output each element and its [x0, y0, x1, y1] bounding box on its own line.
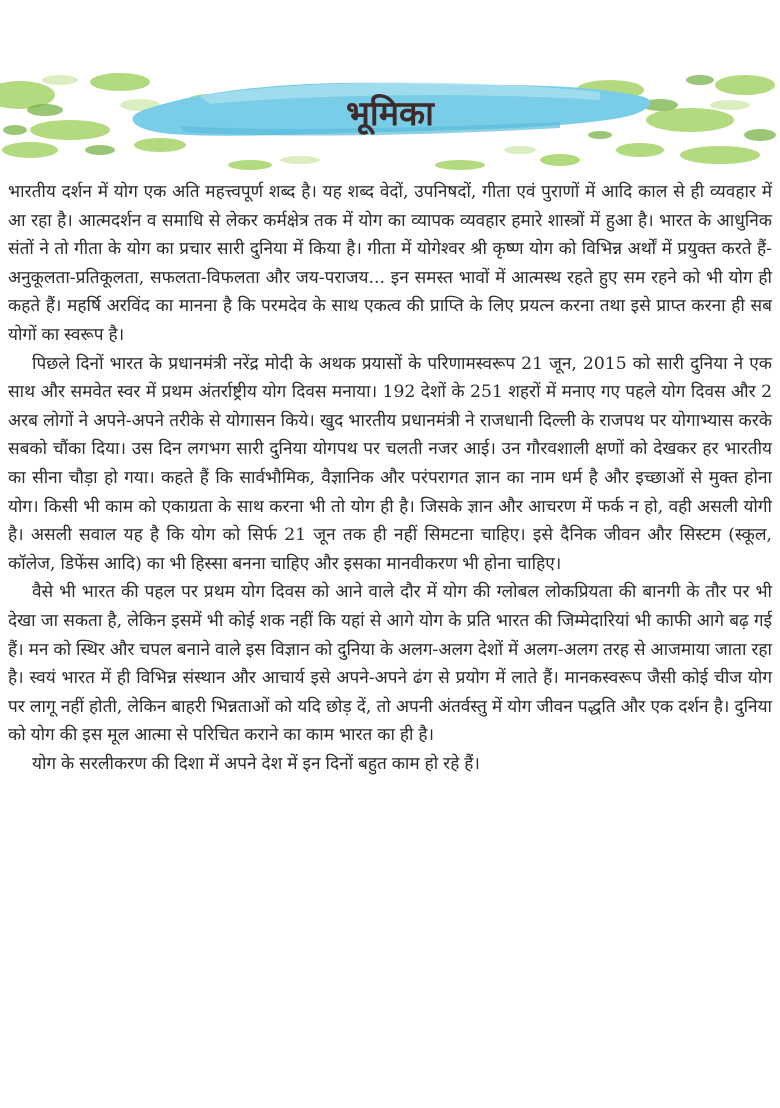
paragraph-3: वैसे भी भारत की पहल पर प्रथम योग दिवस को आने वाले दौर में योग की ग्लोबल लोकप्रियता की बानगी के तौर पर भी देखा जा सकता है, लेकिन इसमें भी कोई शक नहीं कि यहां से आगे योग के प्रति भारत की जिम्मेदारियां भी काफी आगे बढ़ गई हैं। मन को स्थिर और चपल बनाने वाले इस विज्ञान को दुनिया के अलग-अलग देशों में अलग-अलग तरह से आजमाया जाता रहा है। स्वयं भारत में ही विभिन्न संस्थान और आचार्य इसे अपने-अपने ढंग से प्रयोग में लाते हैं। मानकस्वरूप जैसी कोई चीज योग पर लागू नहीं होती, लेकिन बाहरी भिन्नताओं को यदि छोड़ दें, तो अपनी अंतर्वस्तु में योग जीवन पद्धति और एक दर्शन है। दुनिया को योग की इस मूल आत्मा से परिचित कराने का काम भारत का ही है। [8, 582, 772, 746]
paragraph-2: पिछले दिनों भारत के प्रधानमंत्री नरेंद्र मोदी के अथक प्रयासों के परिणामस्वरूप 21 जून, 2015 को सारी दुनिया ने एक साथ और समवेत स्वर में प्रथम अंतर्राष्ट्रीय योग दिवस मनाया। 192 देशों के 251 शहरों में मनाए गए पहले योग दिवस और 2 अरब लोगों ने अपने-अपने तरीके से योगासन किये। खुद भारतीय प्रधानमंत्री ने राजधानी दिल्ली के राजपथ पर योगाभ्यास करके सबको चौंका दिया। उस दिन लगभग सारी दुनिया योगपथ पर चलती नजर आई। उन गौरवशाली क्षणों को देखकर हर भारतीय का सीना चौड़ा हो गया। कहते हैं कि सार्वभौमिक, वैज्ञानिक और परंपरागत ज्ञान का नाम धर्म है और इच्छाओं से मुक्त होना योग। किसी भी काम को एकाग्रता के साथ करना भी तो योग ही है। जिसके ज्ञान और आचरण में फर्क न हो, वही असली योगी है। असली सवाल यह है कि योग को सिर्फ 21 जून तक ही नहीं सिमटना चाहिए। इसे दैनिक जीवन और सिस्टम (स्कूल, कॉलेज, डिफेंस आदि) का भी हिस्सा बनना चाहिए और इसका मानवीकरण भी होना चाहिए। [8, 353, 772, 574]
paragraph-1: भारतीय दर्शन में योग एक अति महत्त्वपूर्ण शब्द है। यह शब्द वेदों, उपनिषदों, गीता एवं पुराणों में आदि काल से ही व्यवहार में आ रहा है। आत्मदर्शन व समाधि से लेकर कर्मक्षेत्र तक में योग का व्यापक व्यवहार हमारे शास्त्रों में हुआ है। भारत के आधुनिक संतों ने तो गीता के योग का प्रचार सारी दुनिया में किया है। गीता में योगेश्वर श्री कृष्ण योग को विभिन्न अर्थों में प्रयुक्त करते हैं- अनुकूलता-प्रतिकूलता, सफलता-विफलता और जय-पराजय... इन समस्त भावों में आत्मस्थ रहते हुए सम रहने को भी योग ही कहते हैं। महर्षि अरविंद का मानना है कि परमदेव के साथ एकत्व की प्राप्ति के लिए प्रयत्न करना तथा इसे प्राप्त करना ही सब योगों का स्वरूप है। [8, 182, 772, 345]
leaf-texture-decoration [0, 0, 780, 180]
header-banner [0, 0, 780, 180]
body-text [8, 178, 772, 778]
paragraph-4: योग के सरलीकरण की दिशा में अपने देश में इन दिनों बहुत काम हो रहे हैं। [32, 753, 480, 774]
page-title: भूमिका [346, 94, 434, 134]
